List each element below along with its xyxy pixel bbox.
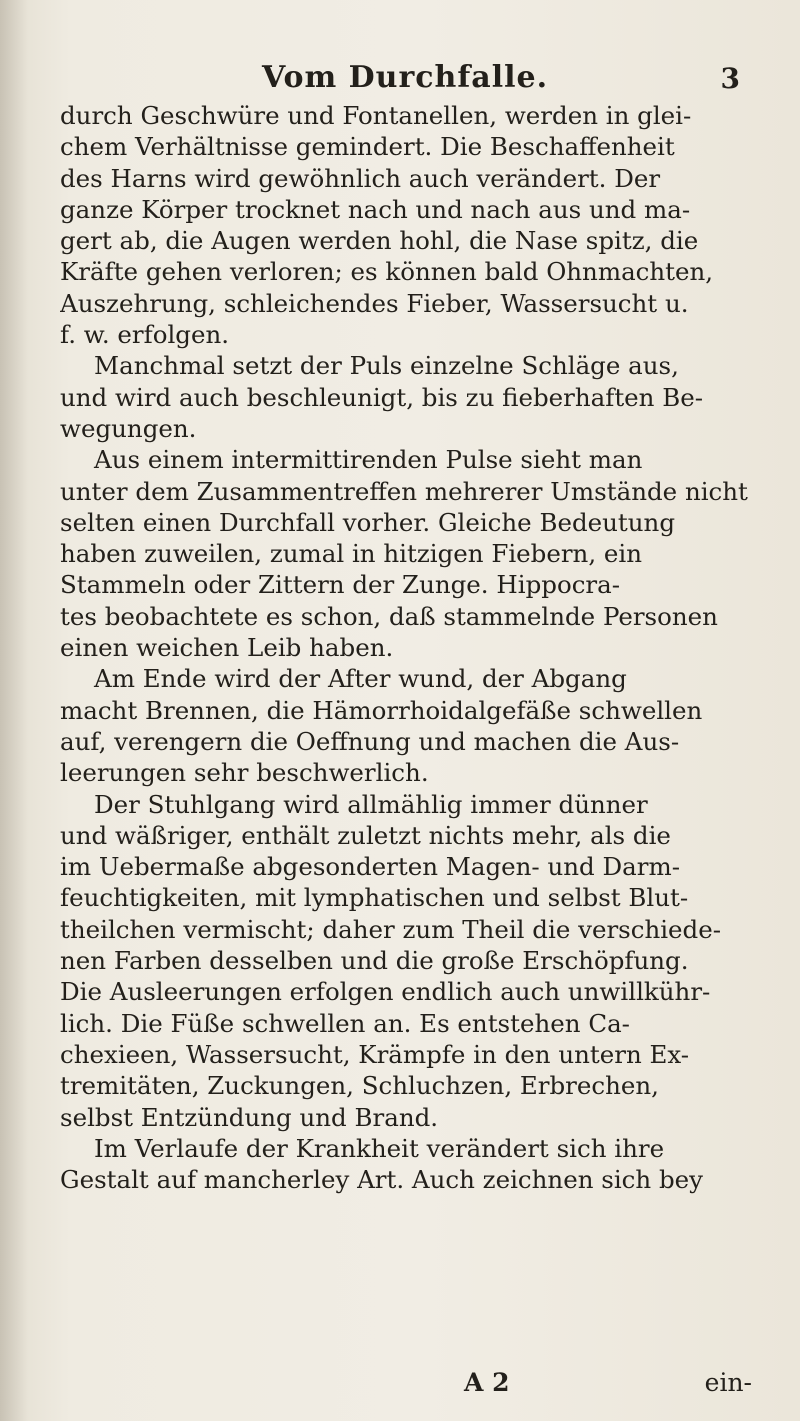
catchword: ein- (704, 1368, 752, 1397)
paragraph-start-line: Der Stuhlgang wird allmählig immer dünner (94, 789, 648, 819)
text-line: f. w. erfolgen. (60, 320, 230, 350)
text-line: und wird auch beschleunigt, bis zu fieberhaften Be- (60, 382, 704, 412)
text-line: chem Verhältnisse gemindert. Die Beschaffenheit (60, 132, 675, 162)
page-number: 3 (720, 62, 740, 95)
page-header (60, 60, 750, 100)
text-line: des Harns wird gewöhnlich auch verändert. Der (60, 163, 661, 193)
text-line: und wäßriger, enthält zuletzt nichts mehr, als die (60, 820, 671, 850)
text-line: Die Ausleerungen erfolgen endlich auch unwillkühr- (60, 977, 711, 1007)
signature-mark: A 2 (464, 1368, 510, 1397)
text-line: tes beobachtete es schon, daß stammelnde Personen (60, 601, 718, 631)
text-line: macht Brennen, die Hämorrhoidalgefäße schwellen (60, 695, 703, 725)
body-text (60, 100, 760, 1195)
paragraph-start-line: Im Verlaufe der Krankheit verändert sich ihre (94, 1133, 665, 1163)
text-line: Auszehrung, schleichendes Fieber, Wassersucht u. (60, 288, 689, 318)
text-line: leerungen sehr beschwerlich. (60, 758, 429, 788)
text-line: haben zuweilen, zumal in hitzigen Fiebern, ein (60, 539, 643, 569)
text-line: tremitäten, Zuckungen, Schluchzen, Erbrechen, (60, 1071, 659, 1101)
text-line: ganze Körper trocknet nach und nach aus und ma- (60, 194, 691, 224)
text-line: gert ab, die Augen werden hohl, die Nase spitz, die (60, 226, 699, 256)
text-line: selbst Entzündung und Brand. (60, 1102, 439, 1132)
paragraph-start-line: Am Ende wird der After wund, der Abgang (94, 664, 627, 694)
text-line: durch Geschwüre und Fontanellen, werden in glei- (60, 101, 692, 130)
paragraph-start-line: Aus einem intermittirenden Pulse sieht man (94, 445, 643, 475)
text-line: auf, verengern die Oeffnung und machen die Aus- (60, 726, 680, 756)
text-line: Gestalt auf mancherley Art. Auch zeichnen sich bey (60, 1165, 703, 1195)
text-line: Kräfte gehen verloren; es können bald Ohnmachten, (60, 257, 714, 287)
text-line: theilchen vermischt; daher zum Theil die verschiede- (60, 914, 722, 944)
text-line: lich. Die Füße schwellen an. Es entstehen Ca- (60, 1008, 630, 1038)
text-line: unter dem Zusammentreffen mehrerer Umstände nicht (60, 476, 748, 506)
text-line: Stammeln oder Zittern der Zunge. Hippocra- (60, 570, 621, 600)
text-line: chexieen, Wassersucht, Krämpfe in den untern Ex- (60, 1039, 690, 1069)
text-line: selten einen Durchfall vorher. Gleiche Bedeutung (60, 507, 676, 537)
text-line: wegungen. (60, 413, 197, 443)
text-line: feuchtigkeiten, mit lymphatischen und selbst Blut- (60, 883, 689, 913)
text-line: einen weichen Leib haben. (60, 633, 394, 663)
text-line: nen Farben desselben und die große Erschöpfung. (60, 946, 689, 976)
running-head: Vom Durchfalle. (261, 60, 549, 95)
page-footer (60, 1368, 760, 1400)
text-line: im Uebermaße abgesonderten Magen- und Darm- (60, 852, 680, 882)
paragraph-start-line: Manchmal setzt der Puls einzelne Schläge aus, (94, 351, 679, 381)
gutter-shadow (0, 0, 28, 1421)
